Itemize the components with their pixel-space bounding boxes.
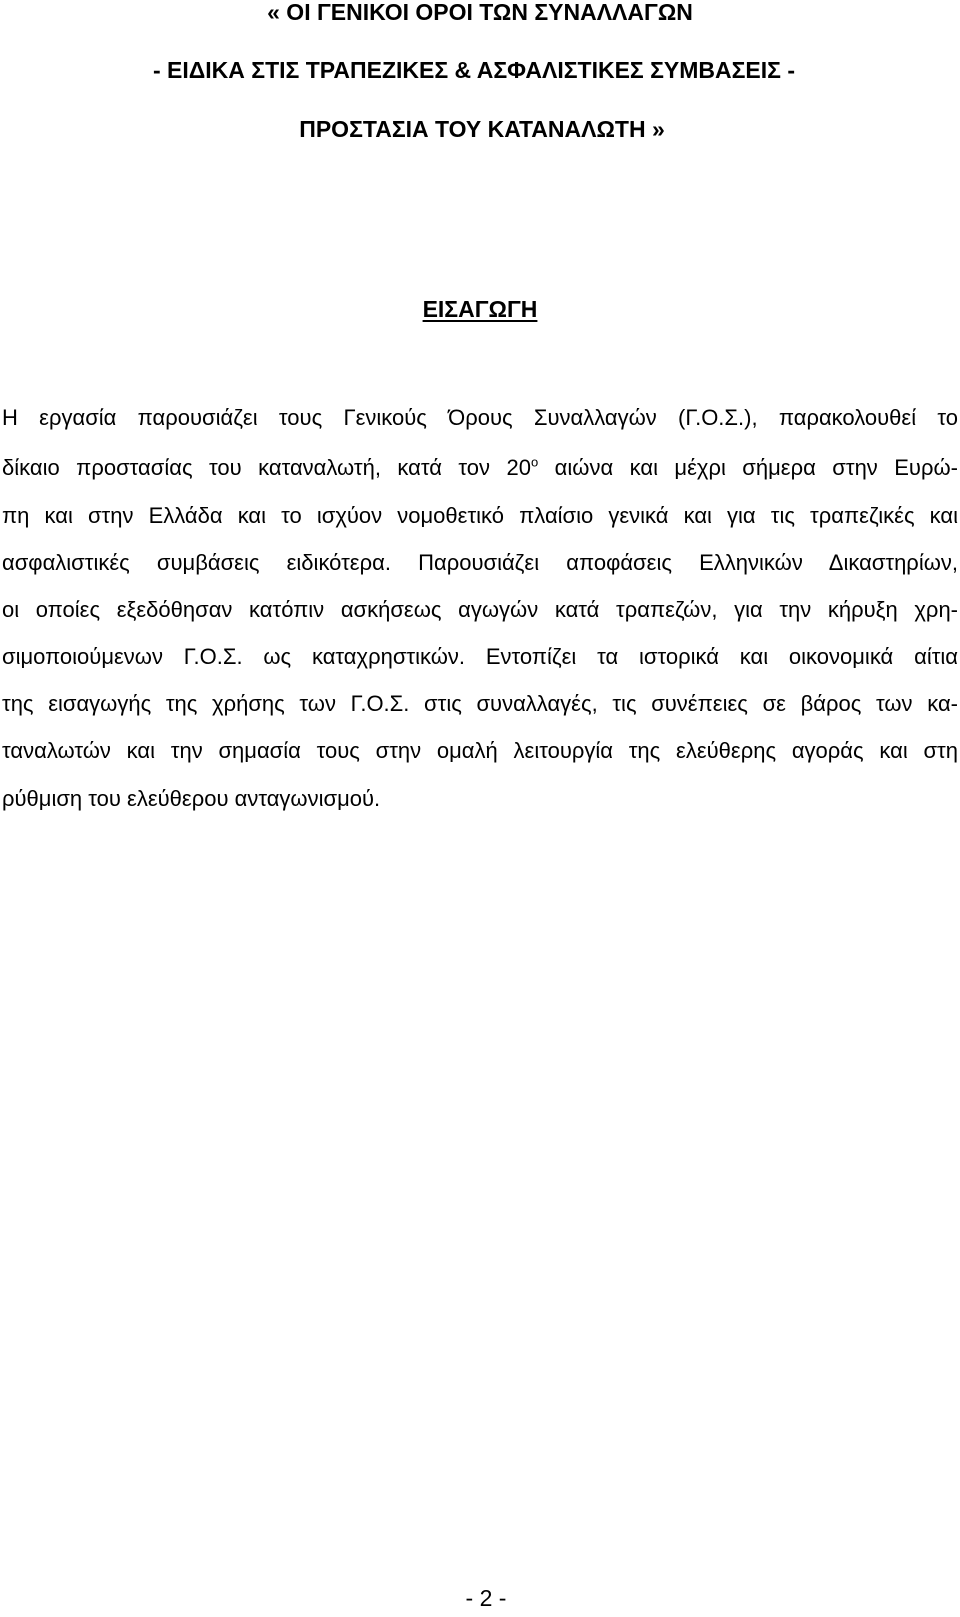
paragraph-line [2,453,958,483]
paragraph-text: αιώνα και μέχρι σήμερα στην Ευρώ- [538,455,958,480]
paragraph-line: ασφαλιστικές συμβάσεις ειδικότερα. Παρουσιάζει αποφάσεις Ελληνικών Δικαστηρίων, [2,550,958,575]
section-heading: ΕΙΣΑΓΩΓΗ [422,296,538,322]
paragraph-line: Η εργασία παρουσιάζει τους Γενικούς Όρους Συναλλαγών (Γ.Ο.Σ.), παρακολουθεί το [2,405,958,430]
page-number: - 2 - [465,1585,507,1611]
paragraph-line: πη και στην Ελλάδα και το ισχύον νομοθετικό πλαίσιο γενικά και για τις τραπεζικές και [2,503,958,528]
title-line-1: « ΟΙ ΓΕΝΙΚΟΙ ΟΡΟΙ ΤΩΝ ΣΥΝΑΛΛΑΓΩΝ [267,0,693,25]
paragraph-line: ταναλωτών και την σημασία τους στην ομαλή λειτουργία της ελεύθερης αγοράς και στη [2,738,958,763]
title-line-3: ΠΡΟΣΤΑΣΙΑ ΤΟΥ ΚΑΤΑΝΑΛΩΤΗ » [299,116,665,142]
title-line-2: - ΕΙΔΙΚΑ ΣΤΙΣ ΤΡΑΠΕΖΙΚΕΣ & ΑΣΦΑΛΙΣΤΙΚΕΣ ΣΥΜΒΑΣΕΙΣ - [152,57,796,83]
paragraph-line: οι οποίες εξεδόθησαν κατόπιν ασκήσεως αγωγών κατά τραπεζών, για την κήρυξη χρη- [2,597,958,622]
paragraph-line: της εισαγωγής της χρήσης των Γ.Ο.Σ. στις συναλλαγές, τις συνέπειες σε βάρος των κα- [2,691,958,716]
paragraph-line: σιμοποιούμενων Γ.Ο.Σ. ως καταχρηστικών. Εντοπίζει τα ιστορικά και οικονομικά αίτια [2,644,958,669]
superscript: ο [530,454,539,470]
paragraph-line: ρύθμιση του ελεύθερου ανταγωνισμού. [2,786,381,811]
paragraph-text: δίκαιο προστασίας του καταναλωτή, κατά τον 20 [2,455,531,480]
